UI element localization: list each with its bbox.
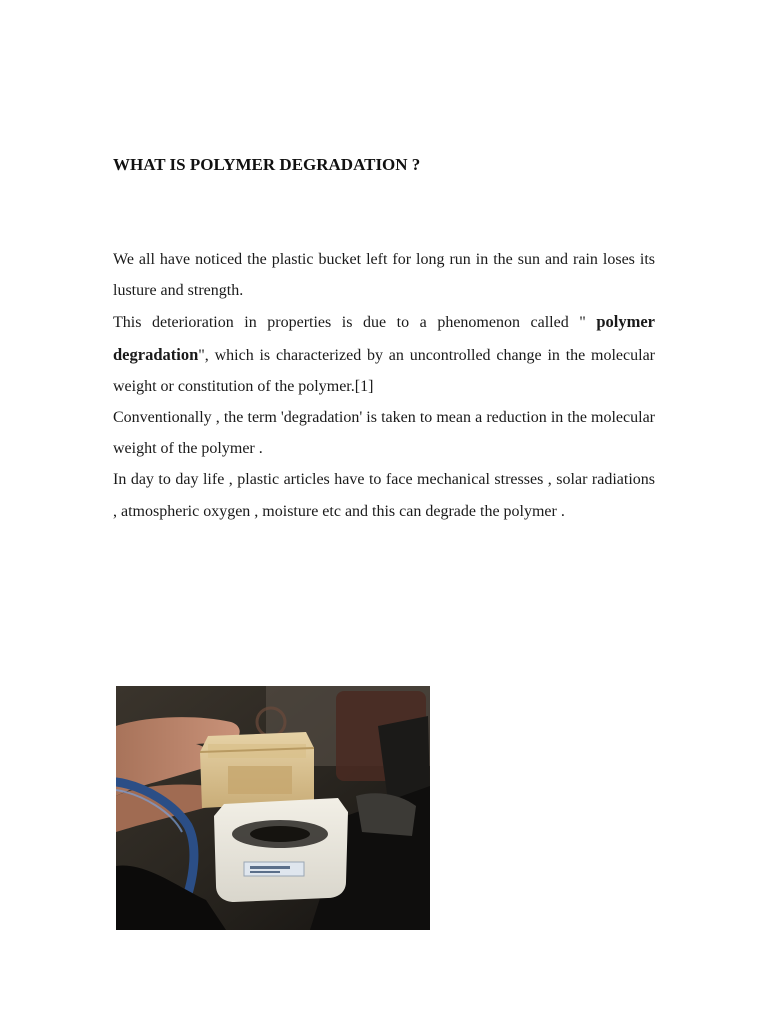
paragraph-2-start: This deterioration in properties is due to a phenomenon called " (113, 314, 597, 332)
body-text (113, 244, 655, 527)
paragraph-2 (113, 306, 655, 402)
paragraph-2-end: ", which is characterized by an uncontrolled change in the molecular weight or constitution of the polymer.[1] (113, 346, 655, 395)
page-title: WHAT IS POLYMER DEGRADATION ? (113, 155, 421, 174)
photo-illustration (116, 686, 430, 930)
term-polymer-degradation: polymer degradation (113, 312, 655, 364)
degraded-plastic-photo (116, 686, 430, 930)
paragraph-3: Conventionally , the term 'degradation' is taken to mean a reduction in the molecular weight of the polymer . (113, 409, 655, 458)
paragraph-1: We all have noticed the plastic bucket left for long run in the sun and rain loses its lusture and strength. (113, 251, 655, 300)
paragraph-4: In day to day life , plastic articles have to face mechanical stresses , solar radiations , atmospheric oxygen , moisture etc and this can degrade the polymer . (113, 471, 655, 520)
